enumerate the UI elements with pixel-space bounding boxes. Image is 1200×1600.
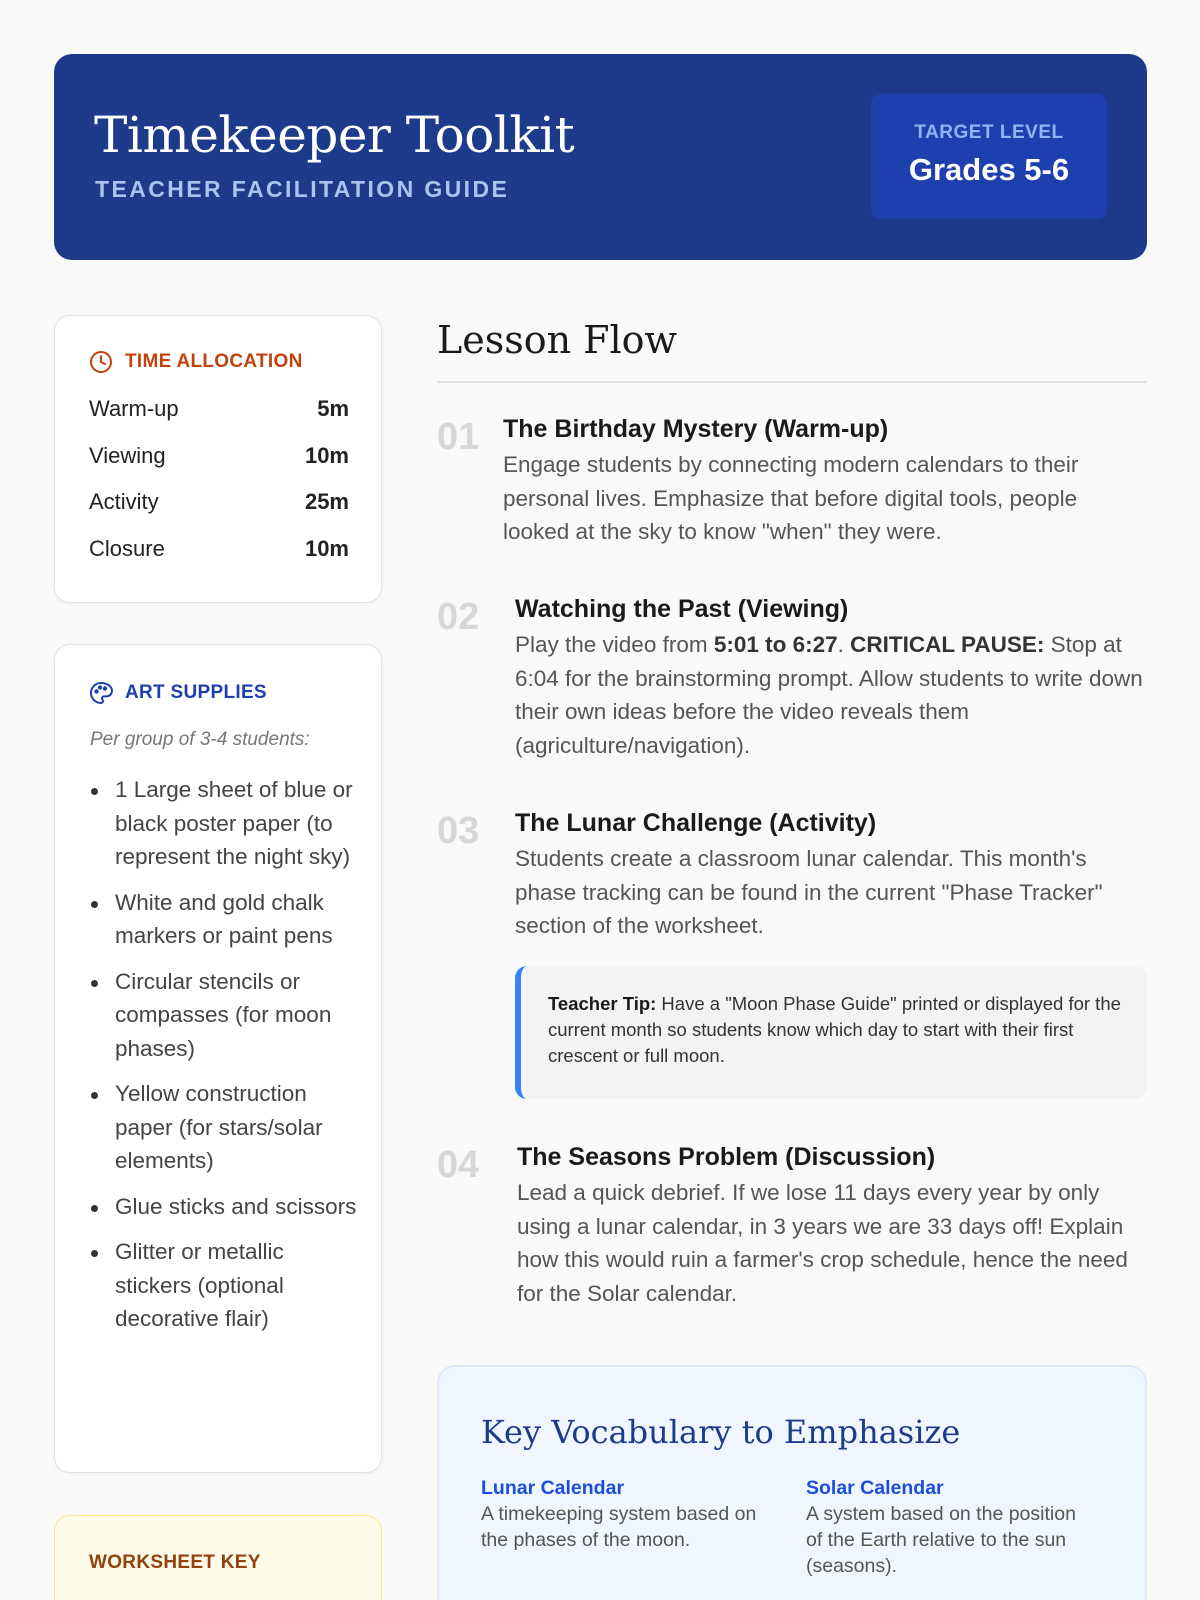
- list-item: Glue sticks and scissors: [89, 1190, 359, 1224]
- vocabulary-title: Key Vocabulary to Emphasize: [481, 1413, 961, 1451]
- vocab-item: [481, 1475, 761, 1553]
- step-number: 02: [437, 596, 480, 638]
- palette-icon: [89, 681, 113, 705]
- vocab-definition: A timekeeping system based on the phases of the moon.: [481, 1503, 757, 1551]
- art-supplies-title: ART SUPPLIES: [125, 682, 267, 703]
- time-row-value: 10m: [304, 535, 349, 561]
- step-body: [515, 806, 1147, 1099]
- list-item: Circular stencils or compasses (for moon phases): [89, 965, 359, 1066]
- time-row-value: 10m: [304, 442, 349, 468]
- target-level-badge: [871, 94, 1107, 219]
- list-item: 1 Large sheet of blue or black poster paper (to represent the night sky): [89, 773, 359, 874]
- teacher-tip-text: Have a "Moon Phase Guide" printed or displayed for the current month so students know which day to start with their first crescent or full moon.: [548, 992, 1121, 1066]
- time-allocation-card: [54, 315, 382, 603]
- time-allocation-title: TIME ALLOCATION: [125, 351, 303, 372]
- time-row-label: Warm-up: [89, 396, 179, 421]
- list-item: Glitter or metallic stickers (optional decorative flair): [89, 1235, 359, 1336]
- lesson-flow-title: Lesson Flow: [437, 318, 678, 362]
- time-row-label: Closure: [89, 535, 165, 561]
- teacher-tip-callout: [515, 966, 1147, 1099]
- time-row-value: 5m: [317, 396, 349, 421]
- step-description: Lead a quick debrief. If we lose 11 days every year by only using a lunar calendar, in 3 years we are 33 days off! Explain how this would ruin a farmer's crop schedule, hence the need for the Solar calendar.: [517, 1180, 1128, 1306]
- divider: [437, 381, 1147, 383]
- time-row: [89, 536, 349, 583]
- step-number: 04: [437, 1144, 480, 1186]
- time-row: [89, 443, 349, 490]
- time-row: [89, 396, 349, 443]
- clock-icon: [89, 350, 113, 374]
- supplies-list: [89, 773, 359, 1348]
- step-body: [503, 412, 1147, 549]
- target-level-label: TARGET LEVEL: [914, 122, 1064, 143]
- vocab-term: Lunar Calendar: [481, 1477, 625, 1499]
- step-description: Students create a classroom lunar calendar. This month's phase tracking can be found in the current "Phase Tracker" section of the worksheet.: [515, 846, 1103, 938]
- teacher-tip-label: Teacher Tip:: [548, 992, 657, 1014]
- list-item: White and gold chalk markers or paint pens: [89, 886, 359, 953]
- step-title: Watching the Past (Viewing): [515, 595, 849, 623]
- vocab-item: [806, 1475, 1086, 1579]
- time-row-label: Activity: [89, 489, 159, 514]
- critical-pause-label: CRITICAL PAUSE:: [850, 632, 1045, 657]
- time-row-label: Viewing: [89, 442, 166, 468]
- time-row-value: 25m: [304, 489, 349, 514]
- worksheet-key-title: WORKSHEET KEY: [89, 1552, 261, 1573]
- time-row: [89, 489, 349, 536]
- step-description: Play the video from 5:01 to 6:27. CRITICAL PAUSE: Stop at 6:04 for the brainstorming prompt. Allow students to write down their own ideas before the video reveals them (agriculture/navigation).: [515, 632, 1143, 758]
- page-subtitle: TEACHER FACILITATION GUIDE: [95, 176, 510, 202]
- list-item: Yellow construction paper (for stars/solar elements): [89, 1077, 359, 1178]
- supplies-note: Per group of 3-4 students:: [90, 729, 310, 750]
- step-body: [515, 592, 1147, 762]
- step-title: The Seasons Problem (Discussion): [517, 1143, 936, 1171]
- time-allocation-heading: [89, 350, 303, 374]
- vocab-definition: A system based on the position of the Earth relative to the sun (seasons).: [806, 1503, 1076, 1577]
- art-supplies-heading: [89, 681, 267, 705]
- step-number: 01: [437, 416, 480, 458]
- worksheet-key-card: [54, 1515, 382, 1600]
- page-title: Timekeeper Toolkit: [94, 106, 575, 164]
- step-title: The Lunar Challenge (Activity): [515, 809, 877, 837]
- video-timestamp: 5:01 to 6:27: [713, 632, 838, 657]
- header-banner: [54, 54, 1147, 260]
- target-level-value: Grades 5-6: [908, 152, 1070, 187]
- step-number: 03: [437, 810, 480, 852]
- step-body: [517, 1140, 1147, 1310]
- time-allocation-list: [89, 396, 349, 582]
- step-title: The Birthday Mystery (Warm-up): [503, 415, 889, 443]
- step-description: Engage students by connecting modern calendars to their personal lives. Emphasize that before digital tools, people looked at the sky to know "when" they were.: [503, 452, 1079, 544]
- art-supplies-card: [54, 644, 382, 1473]
- vocabulary-box: [437, 1365, 1147, 1600]
- vocab-term: Solar Calendar: [806, 1477, 944, 1499]
